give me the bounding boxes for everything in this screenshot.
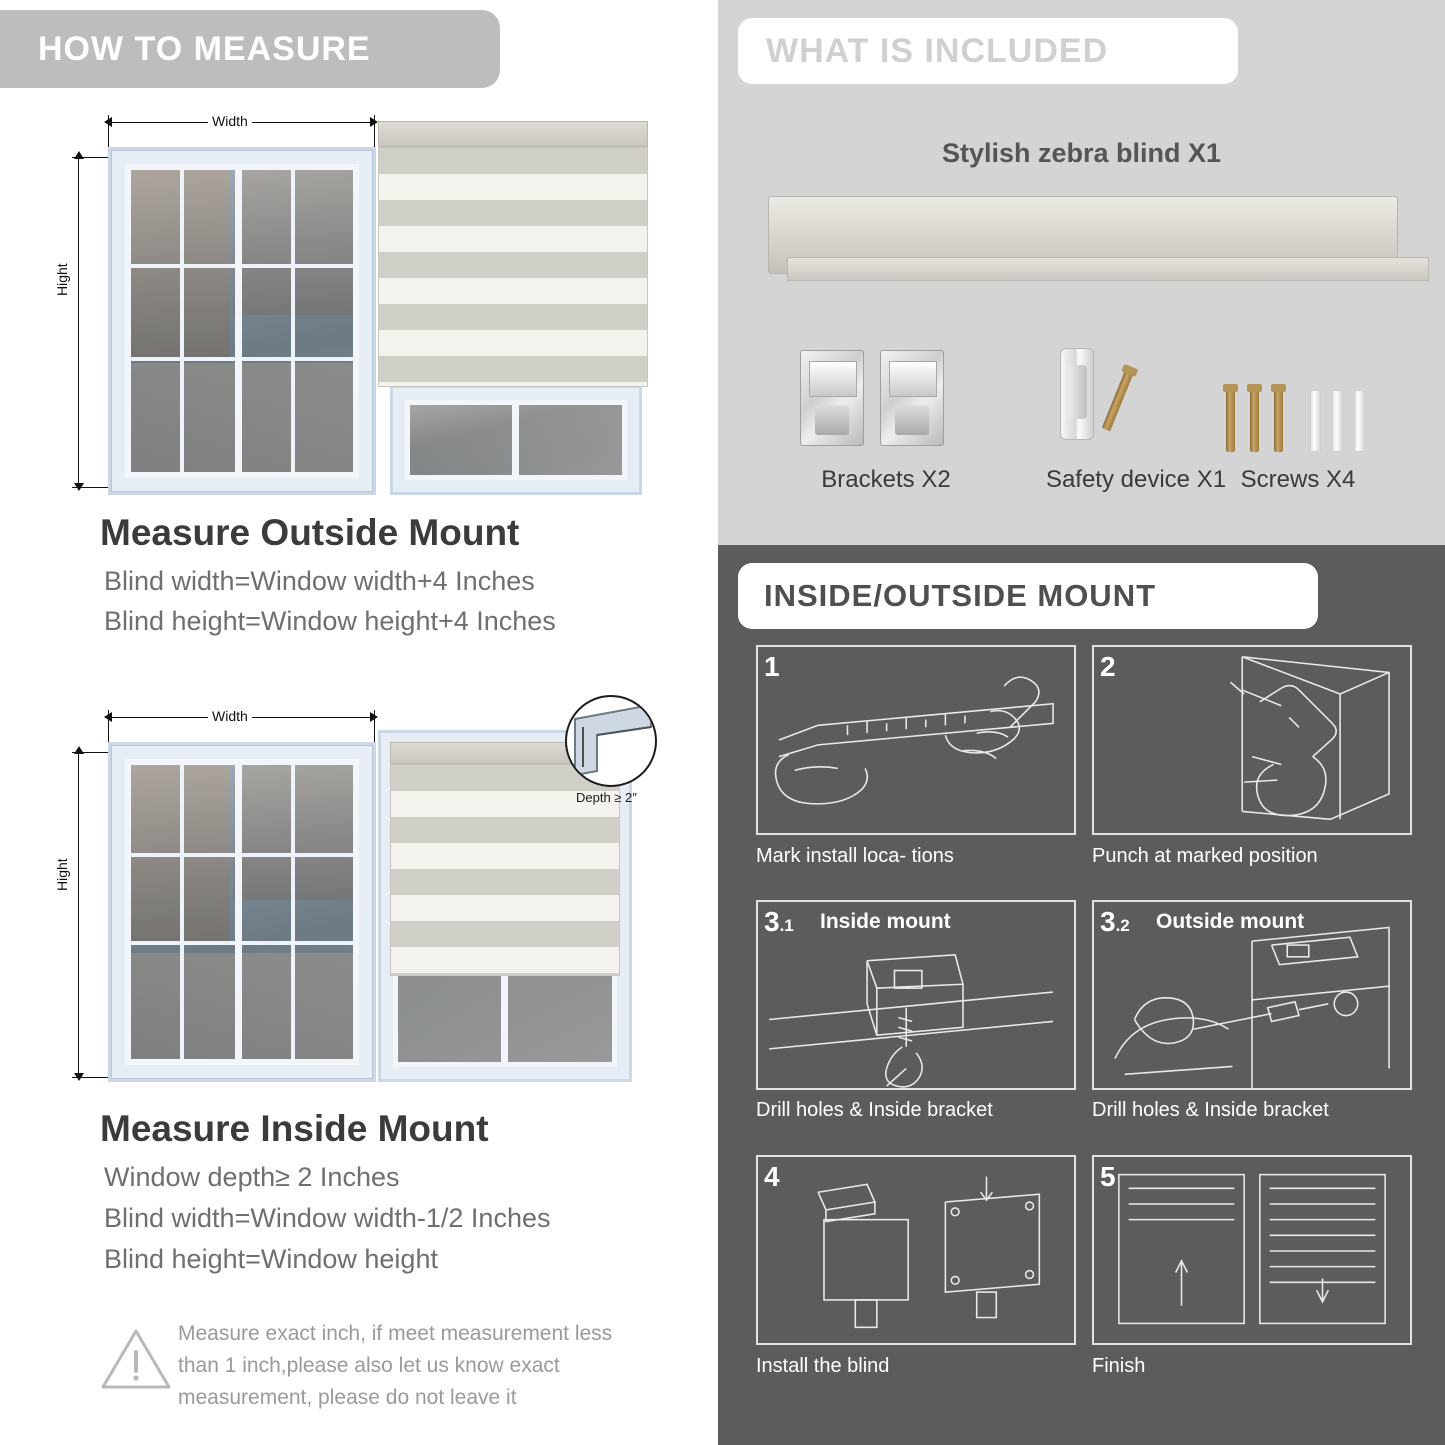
window-glass-outside <box>125 164 359 478</box>
window-glass-behind-blind-outside <box>405 400 627 480</box>
measure-warning <box>100 1318 660 1428</box>
bracket-icon <box>800 350 864 446</box>
warning-triangle-icon <box>100 1326 172 1392</box>
inside-width-tick-right <box>374 710 375 746</box>
inside-height-dimension-line <box>78 752 79 1077</box>
outside-bracket-screwdriver-icon <box>1094 902 1410 1088</box>
outside-mount-line-1: Blind width=Window width+4 Inches <box>104 566 535 596</box>
window-glass-inside <box>125 759 359 1065</box>
window-graphic-inside <box>108 742 376 1082</box>
safety-device-label: Safety device X1 <box>1045 466 1227 493</box>
main-item-label: Stylish zebra blind X1 <box>941 138 1222 168</box>
depth-callout-circle <box>565 695 657 787</box>
step-2-caption: Punch at marked position <box>1092 845 1318 867</box>
step-5-number: 5 <box>1100 1161 1116 1192</box>
outside-mount-illustration <box>54 105 660 505</box>
drill-icon <box>1094 647 1410 833</box>
how-to-measure-tab <box>0 10 500 88</box>
what-is-included-tab-label: WHAT IS INCLUDED <box>766 31 1109 70</box>
hand-ruler-pencil-icon <box>758 647 1074 833</box>
outside-width-tick-left <box>108 115 109 151</box>
inside-outside-mount-tab <box>738 563 1318 629</box>
inside-height-label: Hight <box>54 854 70 895</box>
step-5-figure <box>1092 1155 1412 1345</box>
screw-icon-2 <box>1250 390 1259 452</box>
step-2-figure <box>1092 645 1412 835</box>
screws-label: Screws X4 <box>1240 466 1356 493</box>
screw-icon-1 <box>1226 390 1235 452</box>
step-3-2-subtitle: Outside mount <box>1156 910 1305 933</box>
measure-warning-text: Measure exact inch, if meet measurement less than 1 inch,please also let us know exact measurement, please do not leave it <box>178 1322 613 1409</box>
outside-height-dimension-line <box>78 157 79 487</box>
inside-mount-illustration <box>54 700 660 1090</box>
finished-blinds-icon <box>1094 1157 1410 1343</box>
step-4-figure <box>756 1155 1076 1345</box>
blind-headrail-outside <box>378 121 648 147</box>
inside-height-tick-bottom <box>72 1077 112 1078</box>
step-3-1-subtitle: Inside mount <box>820 910 951 933</box>
inside-mount-title: Measure Inside Mount <box>100 1108 489 1149</box>
wall-anchor-icon-1 <box>1310 390 1321 452</box>
inside-mount-line-2: Blind width=Window width-1/2 Inches <box>104 1203 551 1233</box>
zebra-blind-product-icon <box>768 196 1398 274</box>
step-1-figure <box>756 645 1076 835</box>
step-2-number: 2 <box>1100 651 1116 682</box>
outside-mount-title: Measure Outside Mount <box>100 512 520 553</box>
zebra-fabric-outside <box>378 147 648 387</box>
what-is-included-tab <box>738 18 1238 84</box>
step-5-caption: Finish <box>1092 1355 1146 1377</box>
step-3-1-number: 3.1 <box>764 906 794 937</box>
what-is-included-panel <box>718 0 1445 545</box>
step-3-2-figure <box>1092 900 1412 1090</box>
outside-mount-line-2: Blind height=Window height+4 Inches <box>104 606 556 636</box>
wall-anchor-icon-3 <box>1354 390 1365 452</box>
brackets-label: Brackets X2 <box>821 466 951 493</box>
outside-width-label: Width <box>208 113 252 129</box>
window-graphic-outside <box>108 147 376 495</box>
inside-width-label: Width <box>208 708 252 724</box>
inside-bracket-screwdriver-icon <box>758 902 1074 1088</box>
outside-height-tick-bottom <box>72 487 112 488</box>
step-3-1-figure <box>756 900 1076 1090</box>
outside-height-tick-top <box>72 157 112 158</box>
depth-note-label: Depth ≥ 2″ <box>576 790 637 805</box>
step-4-number: 4 <box>764 1161 780 1192</box>
bracket-icon-2 <box>880 350 944 446</box>
inside-height-tick-top <box>72 752 112 753</box>
how-to-measure-tab-label: HOW TO MEASURE <box>38 29 371 68</box>
blind-on-window-outside <box>378 117 648 495</box>
outside-width-tick-right <box>374 115 375 151</box>
screw-icon-3 <box>1274 390 1283 452</box>
safety-screw-icon <box>1102 371 1134 432</box>
install-blind-icon <box>758 1157 1074 1343</box>
safety-device-icon <box>1060 348 1094 440</box>
inside-width-tick-left <box>108 710 109 746</box>
outside-height-label: Hight <box>54 259 70 300</box>
inside-mount-line-1: Window depth≥ 2 Inches <box>104 1162 400 1192</box>
step-3-2-number: 3.2 <box>1100 906 1130 937</box>
window-graphic-behind-blind-outside <box>390 385 642 495</box>
step-1-caption: Mark install loca- tions <box>756 845 954 867</box>
inside-outside-mount-panel <box>718 545 1445 1445</box>
step-4-caption: Install the blind <box>756 1355 890 1377</box>
step-3-2-caption: Drill holes & Inside bracket <box>1092 1099 1329 1121</box>
inside-outside-mount-tab-label: INSIDE/OUTSIDE MOUNT <box>764 578 1157 613</box>
inside-mount-line-3: Blind height=Window height <box>104 1244 438 1274</box>
wall-anchor-icon-2 <box>1332 390 1343 452</box>
left-panel <box>0 0 710 1445</box>
step-3-1-caption: Drill holes & Inside bracket <box>756 1099 993 1121</box>
step-1-number: 1 <box>764 651 780 682</box>
